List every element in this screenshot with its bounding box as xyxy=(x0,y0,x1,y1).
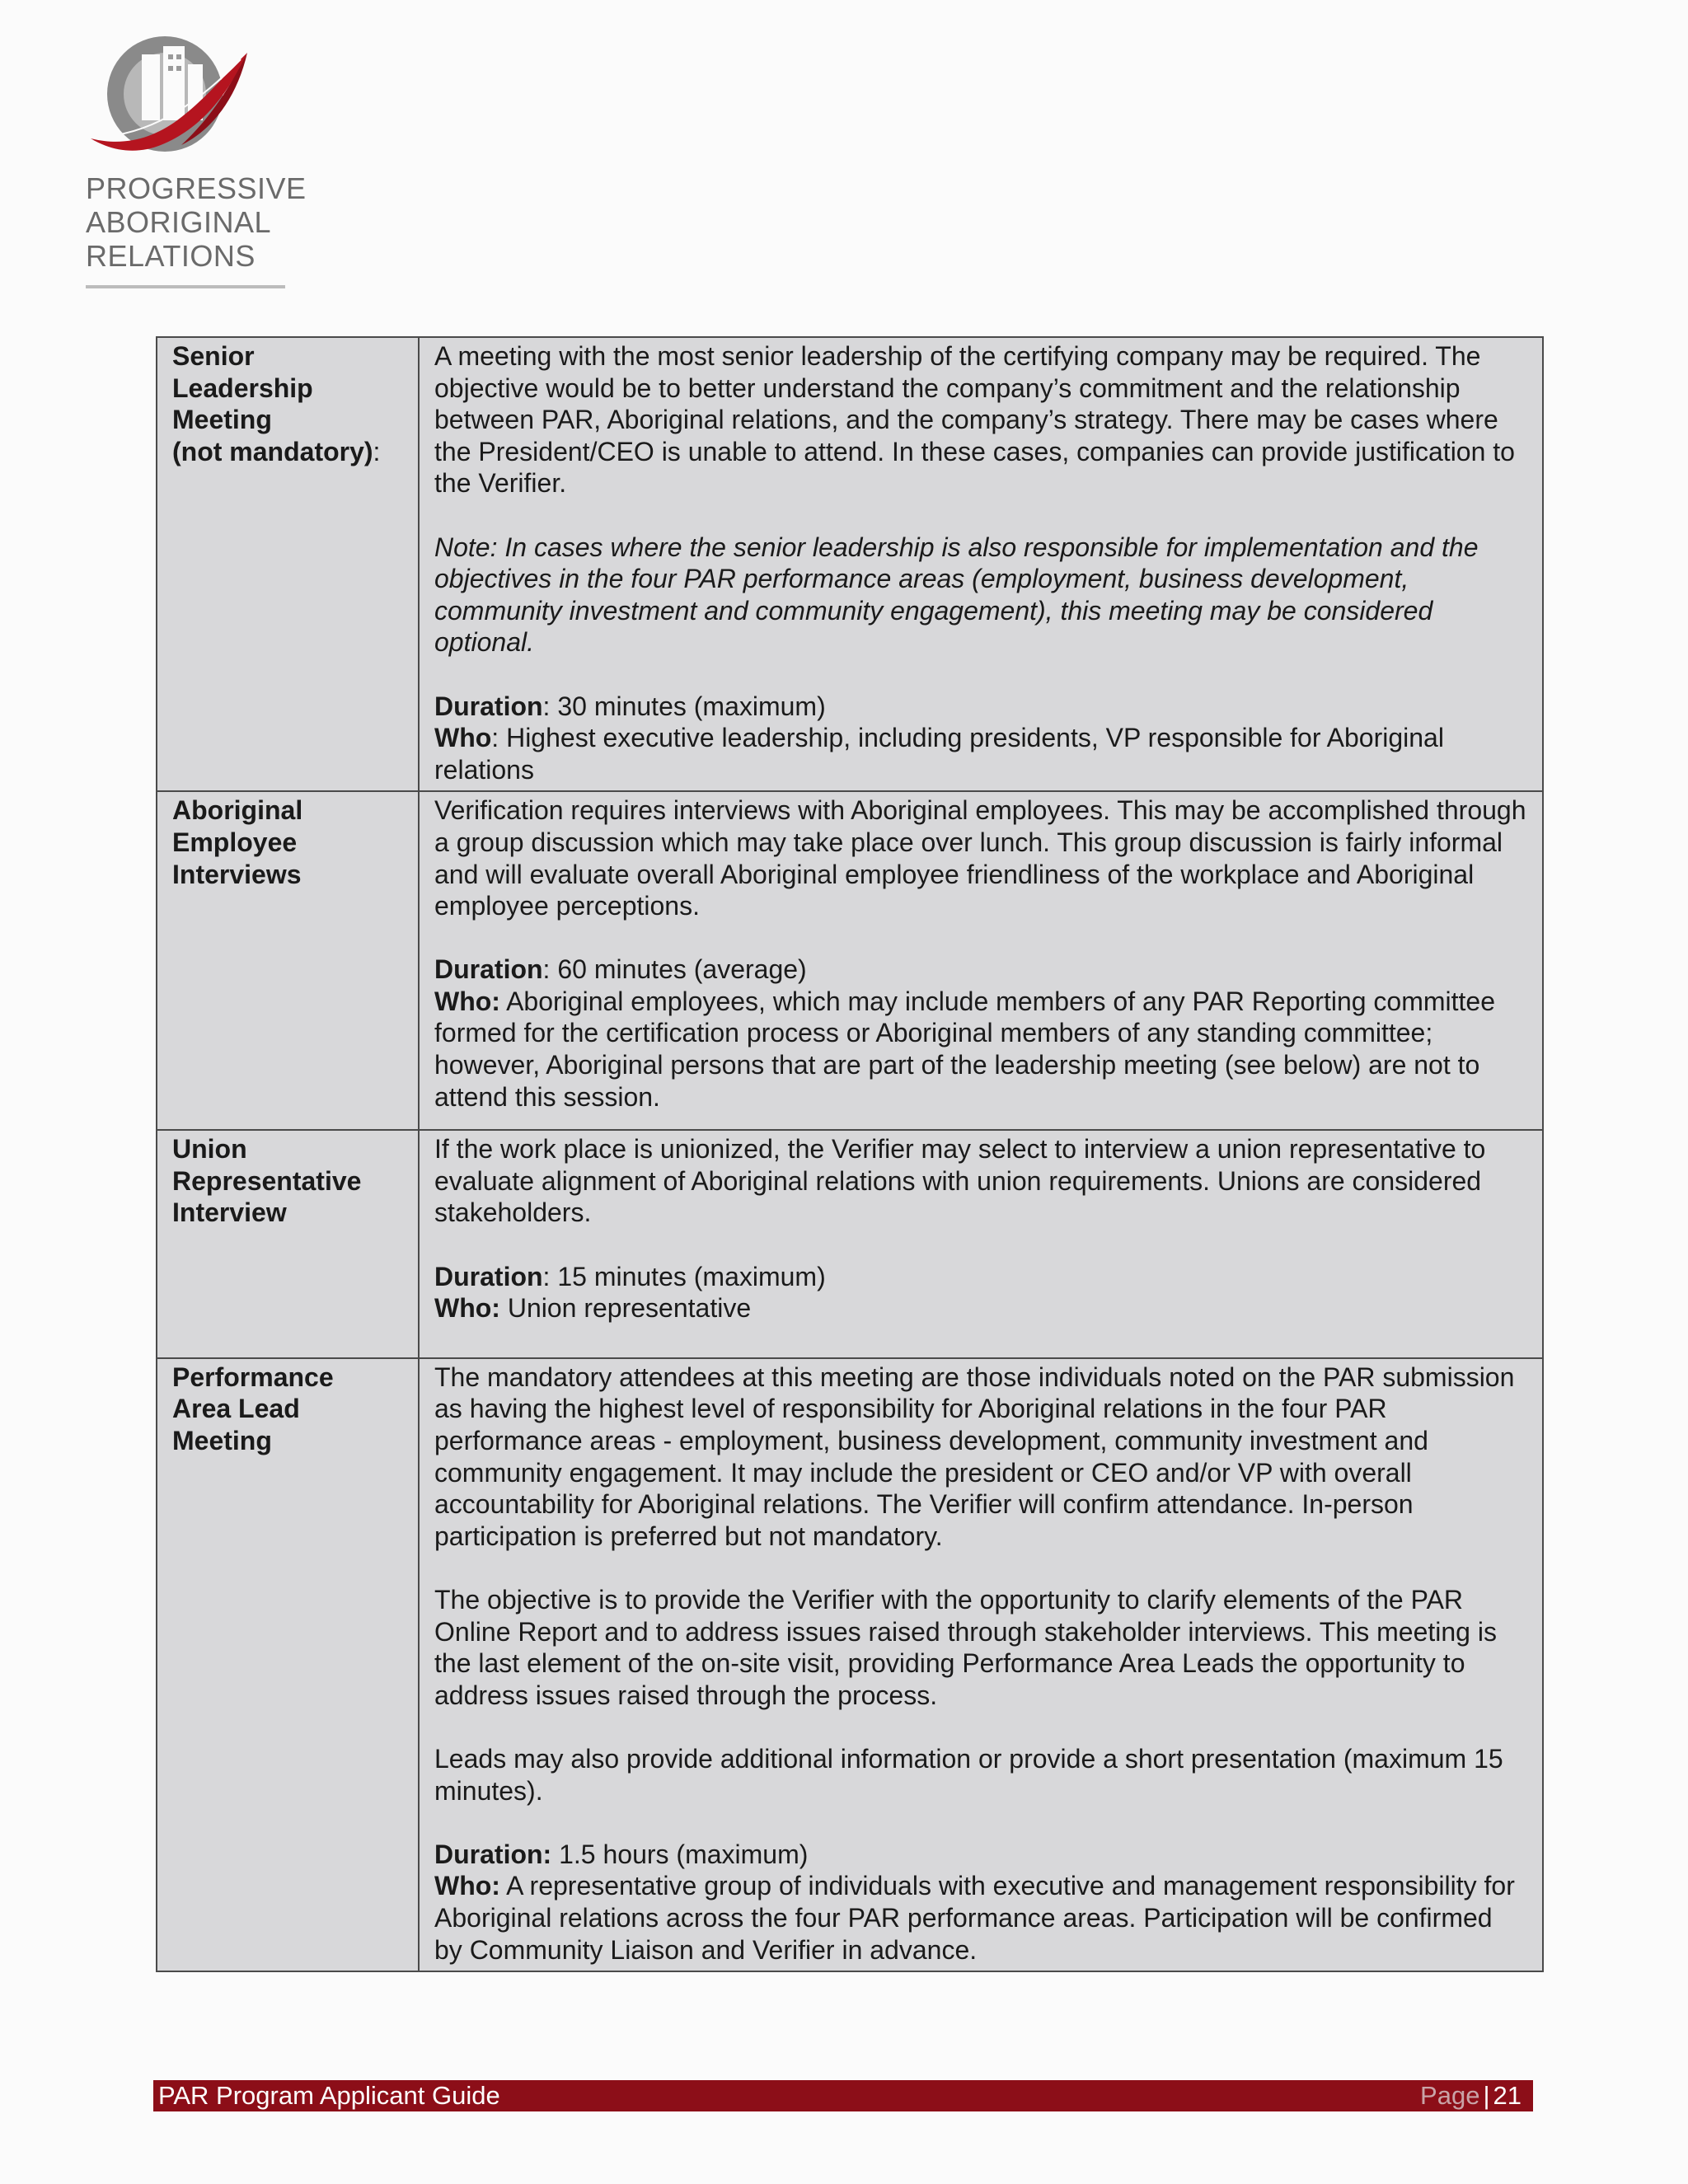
who-value: Aboriginal employees, which may include members of any PAR Reporting committee formed for the certification process or Aboriginal members of any standing committee; however, Aboriginal persons that are part of the leadership meeting (see below) are not to attend this session. xyxy=(434,986,1496,1112)
row-content-cell xyxy=(419,1130,1543,1358)
table-row xyxy=(157,791,1543,1130)
duration-label: Duration xyxy=(434,954,543,985)
duration-line xyxy=(434,691,1527,723)
description-paragraph: If the work place is unionized, the Verifier may select to interview a union representative to evaluate alignment of Aboriginal relations with union requirements. Unions are considered stakeholders. xyxy=(434,1134,1486,1228)
row-label-line: Leadership xyxy=(172,373,313,403)
table-row xyxy=(157,337,1543,791)
description-paragraph: Leads may also provide additional information or provide a short presentation (maximum 15 minutes). xyxy=(434,1743,1503,1806)
duration-label: Duration: xyxy=(434,1839,552,1869)
duration-value: : 60 minutes (average) xyxy=(542,954,807,985)
row-label-cell xyxy=(157,1130,419,1358)
who-line xyxy=(434,1870,1527,1966)
row-label-cell xyxy=(157,337,419,791)
who-value: Union representative xyxy=(499,1293,752,1324)
duration-line xyxy=(434,1839,1527,1871)
duration-line xyxy=(434,954,1527,986)
page-footer xyxy=(153,2080,1533,2111)
row-label-line: Senior xyxy=(172,341,255,371)
duration-value: 1.5 hours (maximum) xyxy=(551,1839,809,1869)
logo-wordmark xyxy=(86,171,307,273)
row-label-line: Representative xyxy=(172,1165,362,1196)
description-paragraph: Verification requires interviews with Aboriginal employees. This may be accomplished through a group discussion which may take place over lunch. This group discussion is fairly informal and will evaluate overall Aboriginal employee friendliness of the workplace and Aboriginal employee perceptions. xyxy=(434,795,1526,921)
row-label-line: Employee xyxy=(172,827,298,857)
row-label-line xyxy=(172,436,403,468)
row-label-line: Performance xyxy=(172,1361,334,1392)
who-value: : Highest executive leadership, including presidents, VP responsible for Aboriginal relations xyxy=(434,723,1444,785)
row-label-text: (not mandatory) xyxy=(172,436,373,466)
logo-line-2: ABORIGINAL xyxy=(86,205,272,239)
footer-page-word: Page xyxy=(1420,2081,1480,2110)
who-label: Who: xyxy=(434,986,500,1016)
footer-separator: | xyxy=(1483,2081,1490,2110)
duration-line xyxy=(434,1261,1527,1293)
row-content-cell xyxy=(419,337,1543,791)
footer-page-number: 21 xyxy=(1493,2081,1522,2110)
who-line xyxy=(434,1292,1527,1324)
footer-page-indicator xyxy=(1420,2080,1522,2111)
row-label-cell xyxy=(157,1358,419,1971)
note-paragraph: Note: In cases where the senior leadership is also responsible for implementation and the objectives in the four PAR performance areas (employment, business development, community investment and community engagement), this meeting may be considered optional. xyxy=(434,532,1479,658)
duration-value: : 15 minutes (maximum) xyxy=(542,1261,826,1291)
logo-line-1: PROGRESSIVE xyxy=(86,171,307,205)
who-label: Who: xyxy=(434,1871,500,1901)
row-content-cell xyxy=(419,791,1543,1130)
who-line xyxy=(434,722,1527,785)
row-label-cell xyxy=(157,791,419,1130)
organization-logo xyxy=(82,30,307,293)
duration-label: Duration xyxy=(434,691,543,721)
row-label-line: Union xyxy=(172,1134,247,1165)
row-label-colon: : xyxy=(373,436,381,466)
table-row xyxy=(157,1358,1543,1971)
logo-line-3: RELATIONS xyxy=(86,239,256,273)
who-value: A representative group of individuals with executive and management responsibility for Aboriginal relations across the four PAR performance areas. Participation will be confirmed by Community Liaison and Verifier in advance. xyxy=(434,1871,1515,1965)
logo-underline xyxy=(86,285,285,288)
duration-value: : 30 minutes (maximum) xyxy=(542,691,826,721)
who-label: Who xyxy=(434,723,492,753)
table-row xyxy=(157,1130,1543,1358)
duration-label: Duration xyxy=(434,1261,543,1291)
footer-title: PAR Program Applicant Guide xyxy=(158,2081,500,2110)
description-paragraph: The mandatory attendees at this meeting are those individuals noted on the PAR submission as having the highest level of responsibility for Aboriginal relations in the four PAR performance areas - employment, business development, community investment and community engagement. It may include the president or CEO and/or VP with overall accountability for Aboriginal relations. The Verifier will confirm attendance. In-person participation is preferred but not mandatory. xyxy=(434,1361,1515,1551)
row-label-line: Aboriginal xyxy=(172,795,303,826)
who-line xyxy=(434,986,1527,1113)
row-label-line: Interviews xyxy=(172,859,302,889)
row-label-line: Area Lead xyxy=(172,1394,300,1424)
row-label-line: Meeting xyxy=(172,405,272,435)
row-label-line: Meeting xyxy=(172,1426,272,1455)
who-label: Who: xyxy=(434,1293,500,1324)
row-label-line: Interview xyxy=(172,1197,287,1228)
description-paragraph: A meeting with the most senior leadership of the certifying company may be required. The objective would be to better understand the company’s commitment and the relationship between PAR, Aboriginal relations, and the company’s strategy. There may be cases where the President/CEO is unable to attend. In these cases, companies can provide justification to the Verifier. xyxy=(434,341,1515,499)
description-paragraph: The objective is to provide the Verifier with the opportunity to clarify elements of the PAR Online Report and to address issues raised through stakeholder interviews. This meeting is the last element of the on-site visit, providing Performance Area Leads the opportunity to address issues raised through the process. xyxy=(434,1584,1497,1710)
verification-meetings-table xyxy=(156,336,1544,1972)
logo-emblem-icon xyxy=(82,30,256,170)
row-content-cell xyxy=(419,1358,1543,1971)
